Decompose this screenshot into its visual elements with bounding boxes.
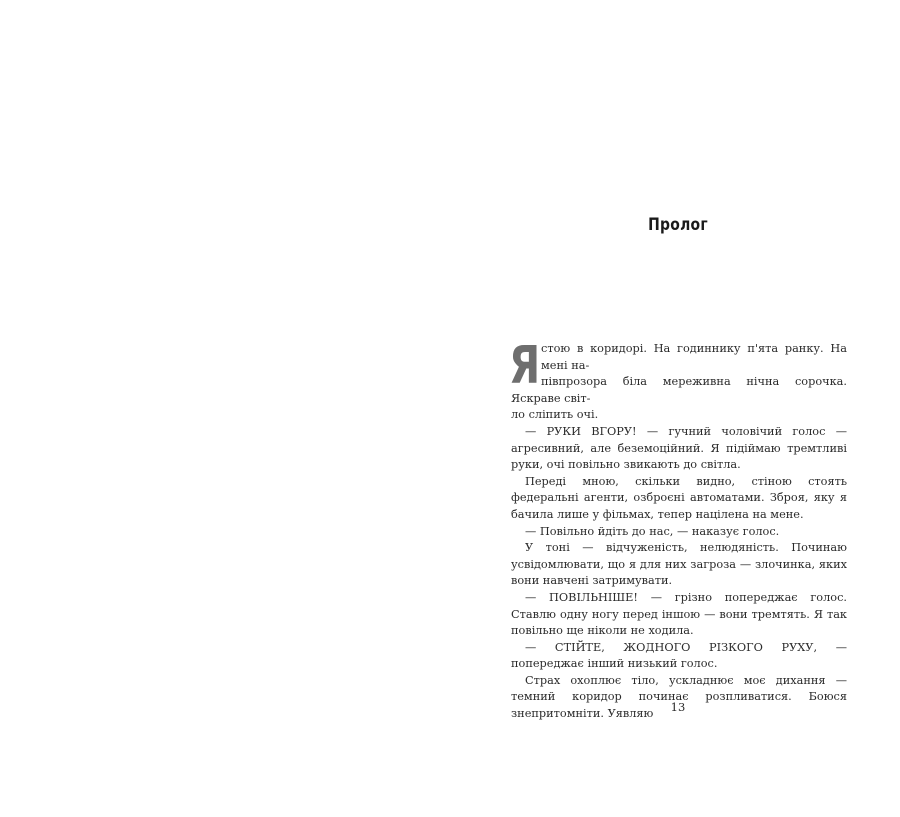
paragraph-2: — РУКИ ВГОРУ! — гучний чоловічий голос — агресивний, але беземоційний. Я підіймаю тремтливі руки, очі повільно звикають до світла. xyxy=(511,424,847,472)
page-number: 13 xyxy=(670,700,686,714)
drop-cap: Я xyxy=(509,336,541,396)
paragraph-8: Страх охоплює тіло, ускладнює моє дихання — темний коридор починає розпливатися. Боюся знепритомніти. Уявляю xyxy=(511,673,847,721)
right-page xyxy=(450,0,900,817)
paragraph-5: У тоні — відчуженість, нелюдяність. Починаю усвідомлювати, що я для них загроза — злочинка, яких вони навчені затримувати. xyxy=(511,541,847,588)
paragraph-4: — Повільно йдіть до нас, — наказує голос. xyxy=(525,524,780,538)
paragraph-1 xyxy=(509,336,847,424)
paragraph-7: — СТІЙТЕ, ЖОДНОГО РІЗКОГО РУХУ, — попереджає інший низький голос. xyxy=(511,640,847,671)
body-text xyxy=(509,336,847,723)
paragraph-1-line-1: стою в коридорі. На годиннику п'ята ранку. На мені на- xyxy=(541,342,847,372)
paragraph-6: — ПОВІЛЬНІШЕ! — грізно попереджає голос. Ставлю одну ногу перед іншою — вони тремтять. Я так повільно ще ніколи не ходила. xyxy=(511,590,847,638)
paragraph-1-line-2: півпрозора біла мереживна нічна сорочка. Яскраве світ- xyxy=(511,375,847,405)
chapter-title: Пролог xyxy=(648,215,708,235)
paragraph-1-line-3: ло сліпить очі. xyxy=(511,408,599,422)
paragraph-3: Переді мною, скільки видно, стіною стоять федеральні агенти, озброєні автоматами. Зброя, яку я бачила лише у фільмах, тепер націлена на мене. xyxy=(511,474,847,521)
